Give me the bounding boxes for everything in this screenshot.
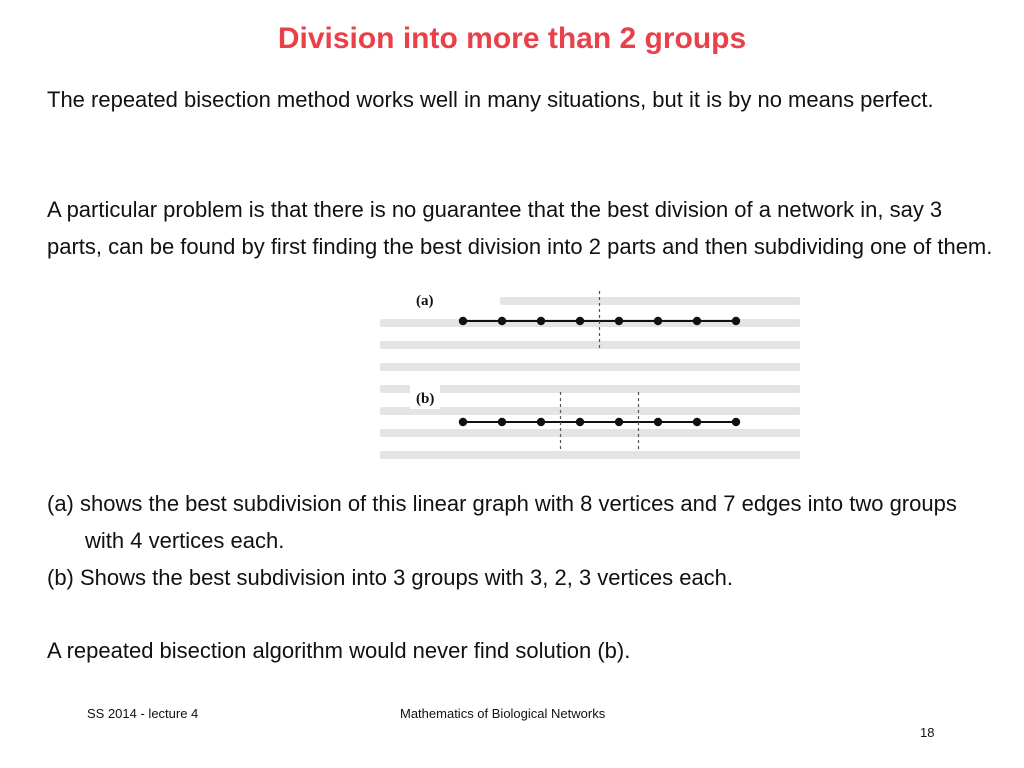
graph-vertex	[498, 317, 506, 325]
graph-vertex	[459, 418, 467, 426]
graph-vertex	[654, 418, 662, 426]
graph-vertex	[693, 418, 701, 426]
graph-vertex	[576, 317, 584, 325]
paragraph-intro: The repeated bisection method works well in many situations, but it is by no means perfect.	[47, 87, 934, 112]
graph-diagram	[380, 285, 808, 465]
caption-b: (b) Shows the best subdivision into 3 groups with 3, 2, 3 vertices each.	[47, 565, 734, 590]
graph-b	[459, 392, 740, 450]
graph-vertex	[537, 317, 545, 325]
graph-vertex	[615, 418, 623, 426]
graph-vertex	[693, 317, 701, 325]
page-number: 18	[920, 725, 935, 740]
figure-label-a: (a)	[416, 293, 434, 309]
graph-vertex	[732, 418, 740, 426]
footer-title: Mathematics of Biological Networks	[400, 706, 606, 721]
figure-caption	[47, 485, 997, 596]
graph-vertex	[732, 317, 740, 325]
graph-vertex	[537, 418, 545, 426]
graph-vertex	[654, 317, 662, 325]
graph-vertex	[459, 317, 467, 325]
paragraph-problem: A particular problem is that there is no guarantee that the best division of a network in, say 3 parts, can be found by first finding the best division into 2 parts and then subdividing one of them.	[47, 197, 993, 259]
graph-vertex	[498, 418, 506, 426]
footer-course: SS 2014 - lecture 4	[87, 706, 199, 721]
caption-a: (a) shows the best subdivision of this linear graph with 8 vertices and 7 edges into two groups with 4 vertices each.	[47, 491, 957, 553]
graph-vertex	[576, 418, 584, 426]
linear-graph-figure	[380, 285, 808, 465]
graph-vertex	[615, 317, 623, 325]
figure-label-b: (b)	[416, 391, 435, 407]
paragraph-conclusion: A repeated bisection algorithm would never find solution (b).	[47, 638, 631, 663]
graph-a	[459, 291, 740, 349]
slide-title: Division into more than 2 groups	[277, 22, 747, 55]
